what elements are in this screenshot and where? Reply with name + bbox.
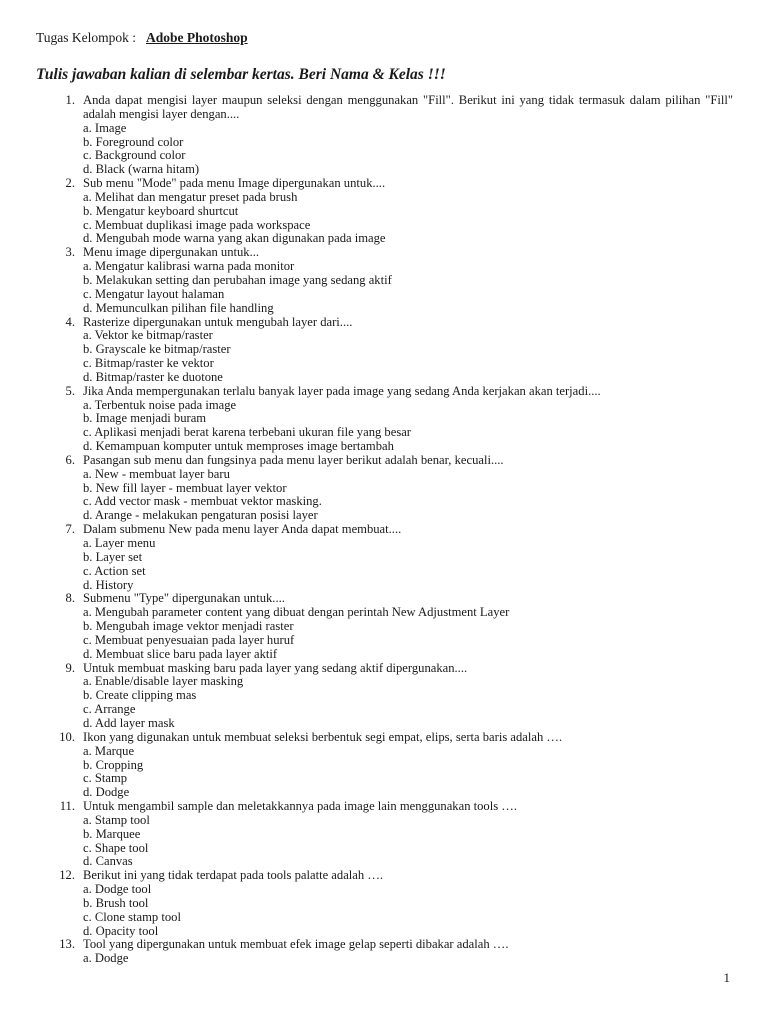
answer-option: c. Bitmap/raster ke vektor (83, 356, 214, 371)
answer-option: a. Stamp tool (83, 812, 150, 827)
answer-option: b. Create clipping mas (83, 688, 197, 703)
answer-option: d. Add layer mask (83, 715, 175, 730)
answer-option: d. History (83, 577, 134, 592)
answer-option: b. New fill layer - membuat layer vektor (83, 480, 287, 495)
question-number: 13. (59, 937, 75, 952)
answer-option: b. Cropping (83, 757, 144, 772)
answer-option: c. Mengatur layout halaman (83, 286, 225, 301)
question-item (0, 94, 733, 177)
answer-option: a. Melihat dan mengatur preset pada brush (83, 189, 298, 204)
question-number: 10. (59, 729, 75, 744)
answer-option: b. Image menjadi buram (83, 411, 207, 426)
question-item (0, 523, 733, 592)
question-number: 11. (59, 799, 75, 814)
answer-option: d. Mengubah mode warna yang akan digunakan pada image (83, 231, 386, 246)
question-item (0, 662, 733, 731)
answer-option: d. Kemampuan komputer untuk memproses image bertambah (83, 439, 394, 454)
question-item (0, 592, 733, 661)
answer-option: a. Dodge (83, 951, 129, 966)
question-text: Menu image dipergunakan untuk... (83, 245, 260, 260)
question-text: Ikon yang digunakan untuk membuat seleksi berbentuk segi empat, elips, serta baris adalah …. (83, 729, 563, 744)
answer-option: a. Mengubah parameter content yang dibuat dengan perintah New Adjustment Layer (83, 605, 510, 620)
answer-option: c. Clone stamp tool (83, 909, 181, 924)
question-number: 12. (59, 868, 75, 883)
question-item (0, 177, 733, 246)
question-text: Sub menu "Mode" pada menu Image dipergunakan untuk.... (83, 176, 386, 191)
question-item (0, 385, 733, 454)
answer-option: c. Membuat duplikasi image pada workspace (83, 217, 311, 232)
answer-option: a. Layer menu (83, 536, 156, 550)
question-text: Rasterize dipergunakan untuk mengubah layer dari.... (83, 314, 353, 329)
answer-option: b. Brush tool (83, 895, 149, 910)
answer-option: a. Mengatur kalibrasi warna pada monitor (83, 259, 295, 274)
answer-option: d. Dodge (83, 785, 130, 800)
answer-option: a. New - membuat layer baru (83, 466, 230, 481)
answer-option: c. Action set (83, 563, 146, 578)
answer-option: a. Marque (83, 743, 135, 758)
question-number: 8. (65, 591, 75, 606)
answer-option: d. Arange - melakukan pengaturan posisi layer (83, 508, 318, 523)
question-item (0, 800, 733, 869)
question-list (0, 94, 768, 966)
question-text: Anda dapat mengisi layer maupun seleksi dengan menggunakan "Fill". Berikut ini yang tidak termasuk dalam pilihan "Fill" adalah mengisi layer dengan.... (83, 93, 733, 121)
answer-option: c. Arrange (83, 702, 136, 717)
question-item (0, 938, 733, 966)
answer-option: d. Memunculkan pilihan file handling (83, 300, 274, 315)
answer-option: a. Terbentuk noise pada image (83, 397, 237, 412)
instruction-text: Tulis jawaban kalian di selembar kertas. Beri Nama & Kelas !!! (36, 66, 446, 83)
answer-option: c. Membuat penyesuaian pada layer huruf (83, 632, 295, 647)
answer-option: c. Aplikasi menjadi berat karena terbebani ukuran file yang besar (83, 425, 412, 440)
answer-option: c. Stamp (83, 771, 128, 786)
answer-option: a. Enable/disable layer masking (83, 674, 244, 689)
answer-option: d. Bitmap/raster ke duotone (83, 369, 223, 384)
page-number: 1 (723, 970, 730, 985)
question-number: 4. (65, 314, 75, 329)
answer-option: d. Black (warna hitam) (83, 162, 200, 177)
header-label: Tugas Kelompok : (36, 30, 137, 45)
header-subject: Adobe Photoshop (146, 30, 248, 45)
question-number: 9. (65, 660, 75, 675)
question-item (0, 731, 733, 800)
question-number: 1. (65, 93, 75, 107)
answer-option: c. Background color (83, 148, 186, 163)
answer-option: c. Add vector mask - membuat vektor masking. (83, 494, 322, 509)
answer-option: b. Melakukan setting dan perubahan image yang sedang aktif (83, 272, 392, 287)
question-text: Untuk membuat masking baru pada layer yang sedang aktif dipergunakan.... (83, 660, 468, 675)
question-number: 2. (65, 176, 75, 191)
document-header (36, 29, 248, 47)
question-number: 6. (65, 452, 75, 467)
answer-option: a. Image (83, 120, 127, 135)
question-item (0, 454, 733, 523)
question-item (0, 316, 733, 385)
answer-option: c. Shape tool (83, 840, 149, 855)
answer-option: d. Canvas (83, 854, 133, 869)
answer-option: b. Mengatur keyboard shurtcut (83, 203, 239, 218)
answer-option: b. Foreground color (83, 134, 184, 149)
question-text: Submenu "Type" dipergunakan untuk.... (83, 591, 285, 606)
answer-option: b. Mengubah image vektor menjadi raster (83, 619, 294, 634)
answer-option: b. Marquee (83, 826, 141, 841)
question-text: Tool yang dipergunakan untuk membuat efek image gelap seperti dibakar adalah …. (83, 937, 509, 952)
answer-option: b. Grayscale ke bitmap/raster (83, 342, 231, 357)
question-text: Jika Anda mempergunakan terlalu banyak layer pada image yang sedang Anda kerjakan akan terjadi.... (83, 383, 601, 398)
question-number: 7. (65, 522, 75, 537)
answer-option: b. Layer set (83, 549, 143, 564)
question-number: 5. (65, 383, 75, 398)
answer-option: d. Opacity tool (83, 923, 159, 938)
question-text: Untuk mengambil sample dan meletakkannya pada image lain menggunakan tools …. (83, 799, 518, 814)
question-item (0, 246, 733, 315)
question-text: Berikut ini yang tidak terdapat pada tools palatte adalah …. (83, 868, 384, 883)
answer-option: a. Vektor ke bitmap/raster (83, 328, 213, 343)
question-number: 3. (65, 245, 75, 260)
question-item (0, 869, 733, 938)
answer-option: d. Membuat slice baru pada layer aktif (83, 646, 278, 661)
answer-option: a. Dodge tool (83, 882, 152, 897)
question-text: Pasangan sub menu dan fungsinya pada menu layer berikut adalah benar, kecuali.... (83, 452, 504, 467)
question-text: Dalam submenu New pada menu layer Anda dapat membuat.... (83, 522, 402, 537)
